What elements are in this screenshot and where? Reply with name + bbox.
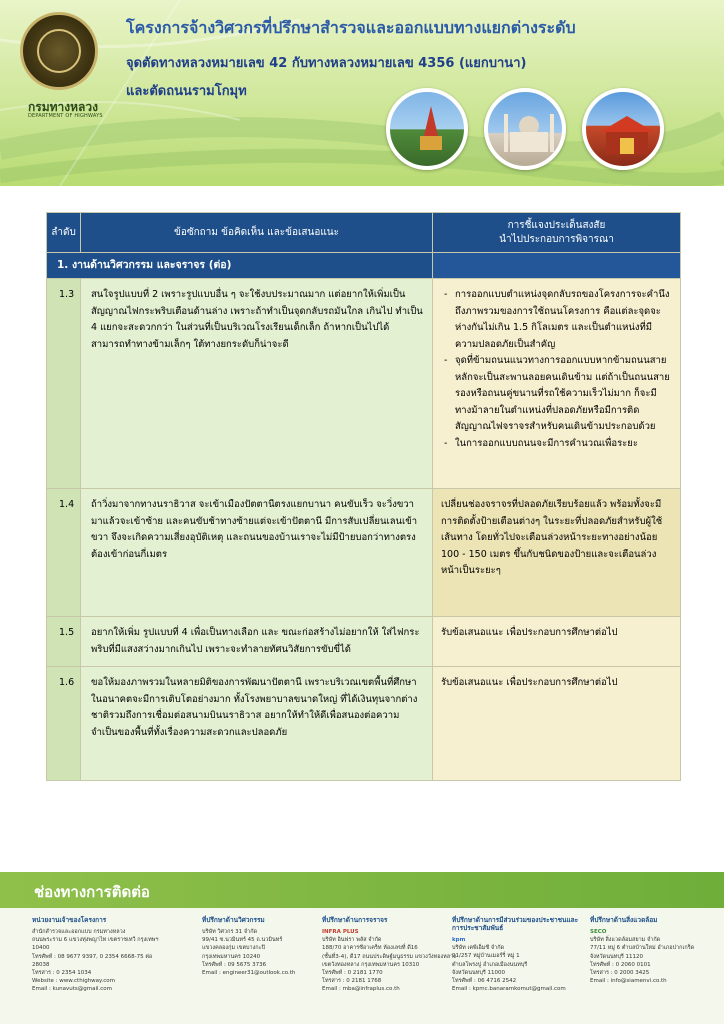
column-header-answer bbox=[433, 213, 681, 253]
column-header-question: ข้อซักถาม ข้อคิดเห็น และข้อเสนอแนะ bbox=[81, 213, 433, 253]
contact-line: โทรศัพท์ : 06 4716 2542 bbox=[452, 978, 517, 985]
contact-line: (ชั้นที่3-4), ดี17 ถนนประดิษฐ์มนูธรรม แขวงวังทองหลาง bbox=[322, 953, 456, 960]
contact-line: โทรสาร : 0 2354 1034 bbox=[32, 970, 92, 977]
brand-logo-text: kpm bbox=[452, 937, 466, 943]
contact-line: โทรสาร : 0 2181 1768 bbox=[322, 978, 382, 985]
department-name-thai: กรมทางหลวง bbox=[28, 100, 98, 114]
row-number: 1.4 bbox=[47, 489, 81, 617]
row-question: ถ้าวิ่งมาจากทางนราธิวาส จะเข้าเมืองปัตตานีตรงแยกบานา คนขับเร็ว จะวิ่งขวามาแล้วจะเข้าซ้าย และคนขับช้าทางซ้ายแต่จะเข้าปัตตานี มีการสับเปลี่ยนเลนเข้าขวา จึงจะเกิดความเสี่ยงอุบัติเหตุ และถนนของบ้านเราจะไม่มีป้ายบอกว่าทางตรงต้องเข้าก่อนกี่เมตร bbox=[81, 489, 433, 617]
contact-column-public-participation bbox=[452, 916, 588, 993]
contact-column-traffic bbox=[322, 916, 458, 994]
contact-column-engineering bbox=[202, 916, 338, 977]
contact-line: โทรศัพท์ : 09 5675 3736 bbox=[202, 961, 267, 968]
contact-heading: ที่ปรึกษาด้านสิ่งแวดล้อม bbox=[590, 916, 658, 924]
section-heading-blank bbox=[433, 253, 681, 279]
contact-line: Email : engineer31@outlook.co.th bbox=[202, 970, 296, 977]
contact-line: Email : info@siamenvi.co.th bbox=[590, 978, 667, 985]
row-question: ขอให้มองภาพรวมในหลายมิติของการพัฒนาปัตตานี เพราะบริเวณเขตพื้นที่ศึกษาในอนาคตจะมีการเติบโตอย่างมาก ทั้งโรงพยาบาลขนาดใหญ่ ที่ได้เงินทุนจากต่างชาติรวมถึงการเชื่อมต่อสนามบินนราธิวาส อยากให้ทำให้ดีเพื่อสนองต่อความจำเป็นของพื้นที่ทั้งเรื่องความสะดวกและปลอดภัย bbox=[81, 667, 433, 781]
department-name-english: DEPARTMENT OF HIGHWAYS bbox=[28, 113, 103, 119]
contact-heading: ที่ปรึกษาด้านการจราจร bbox=[322, 916, 388, 924]
column-header-answer-line-2: นำไปประกอบการพิจารณา bbox=[499, 233, 614, 245]
contact-line: เขตวังทองหลาง กรุงเทพมหานคร 10310 bbox=[322, 961, 420, 968]
contact-line: ถนนพระราม 6 แขวงทุ่งพญาไท เขตราชเทวี กรุงเทพฯ 10400 bbox=[32, 937, 159, 952]
column-header-answer-line-1: การชี้แจงประเด็นสงสัย bbox=[507, 219, 606, 231]
contact-line: โทรศัพท์ : 0 2181 1770 bbox=[322, 970, 383, 977]
contact-line: โทรสาร : 0 2000 3425 bbox=[590, 970, 650, 977]
contact-line: ตำบลโพรงปู อำเภอเมืองนนทบุรี bbox=[452, 961, 528, 968]
row-answer: รับข้อเสนอแนะ เพื่อประกอบการศึกษาต่อไป bbox=[433, 617, 681, 667]
project-title-line-2: จุดตัดทางหลวงหมายเลข 42 กับทางหลวงหมายเลข 4356 (แยกบานา) bbox=[126, 56, 527, 71]
contact-heading: ที่ปรึกษาด้านวิศวกรรม bbox=[202, 916, 265, 924]
temple-photo bbox=[386, 88, 468, 170]
contact-line: กรุงเทพมหานคร 10240 bbox=[202, 953, 261, 960]
table-row bbox=[47, 667, 681, 781]
contact-line: 99/41 ซ.นวมินทร์ 45 ถ.นวมินทร์ bbox=[202, 937, 283, 944]
feedback-table bbox=[46, 212, 681, 781]
row-number: 1.3 bbox=[47, 279, 81, 489]
contact-line: 77/11 หมู่ 6 ตำบลบ้านใหม่ อำเภอปากเกร็ด bbox=[590, 945, 695, 952]
contact-line: บริษัท สิ่งแวดล้อมสยาม จำกัด bbox=[590, 937, 661, 944]
contact-line: Email : kpmc.banaramkomut@gmail.com bbox=[452, 986, 566, 993]
contact-line: Email : kunavuts@gmail.com bbox=[32, 986, 112, 993]
contact-line: โทรศัพท์ : 08 9677 9397, 0 2354 6668-75 ต่อ 28038 bbox=[32, 953, 153, 968]
contact-heading: หน่วยงานเจ้าของโครงการ bbox=[32, 916, 107, 924]
page-header bbox=[0, 0, 724, 186]
department-seal-logo bbox=[20, 12, 98, 90]
contact-column-owner bbox=[32, 916, 168, 994]
contact-column-environment bbox=[590, 916, 724, 985]
project-title-line-3: และตัดถนนรามโกมุท bbox=[126, 84, 247, 99]
contact-line: แขวงคลองกุ่ม เขตบางกะปิ bbox=[202, 945, 266, 952]
answer-item: - ในการออกแบบถนนจะมีการคำนวณเพื่อระยะ bbox=[441, 436, 672, 453]
row-question: อยากให้เพิ่ม รูปแบบที่ 4 เพื่อเป็นทางเลือก และ ขณะก่อสร้างไม่อยากให้ ใส่ไฟกระพริบที่มีแสงสว่างมากเกินไป เพราะจะทำลายทัศนวิสัยการขับขี่ได้ bbox=[81, 617, 433, 667]
shrine-photo bbox=[582, 88, 664, 170]
table-row bbox=[47, 279, 681, 489]
row-question: สนใจรูปแบบที่ 2 เพราะรูปแบบอื่น ๆ จะใช้งบประมาณมาก แต่อยากให้เพิ่มเป็นสัญญาณไฟกระพริบเตือนด้านล่าง เพราะถ้าทำเป็นจุดกลับรถมันใกล เกินไป ทำเป็น 4 แยกจะสะดวกกว่า ในส่วนที่เป็นบริเวณโรงเรียนเด็กเล็ก ถ้าหากเป็นไปได้ สามารถทำทางข้ามเล็กๆ ใต้ทางยกระดับก็น่าจะดี bbox=[81, 279, 433, 489]
contact-line: Email : mba@infraplus.co.th bbox=[322, 986, 400, 993]
table-row bbox=[47, 489, 681, 617]
contact-line: บริษัท เคพีเอ็มซี จำกัด bbox=[452, 945, 505, 952]
row-number: 1.5 bbox=[47, 617, 81, 667]
table-row bbox=[47, 617, 681, 667]
contact-line: 188/70 อาคารซีอาเคร็ท ห้องเลขที่ ดี16 bbox=[322, 945, 418, 952]
contact-line: 91/257 หมู่บ้านเมอร์รี่ หมู่ 1 bbox=[452, 953, 520, 960]
section-heading: 1. งานด้านวิศวกรรม และจราจร (ต่อ) bbox=[47, 253, 433, 279]
row-answer: เปลี่ยนช่องจราจรที่ปลอดภัยเรียบร้อยแล้ว พร้อมทั้งจะมีการติดตั้งป้ายเตือนต่างๆ ในระยะที่ปลอดภัยสำหรับผู้ใช้เส้นทาง โดยทั่วไปจะเตือนล่วงหน้าระยะทางอย่างน้อย 100 - 150 เมตร ขึ้นกับชนิดของป้ายและจะเตือนล่วงหน้าเป็นระยะๆ bbox=[433, 489, 681, 617]
mosque-photo bbox=[484, 88, 566, 170]
column-header-number: ลำดับ bbox=[47, 213, 81, 253]
contact-title: ช่องทางการติดต่อ bbox=[34, 883, 150, 901]
contact-line: จังหวัดนนทบุรี 11120 bbox=[590, 953, 644, 960]
contact-line: Website : www.cthighway.com bbox=[32, 978, 116, 985]
project-title-line-1: โครงการจ้างวิศวกรที่ปรึกษาสำรวจและออกแบบทางแยกต่างระดับ bbox=[126, 18, 576, 37]
contact-line: จังหวัดนนทบุรี 11000 bbox=[452, 969, 506, 976]
contact-line: บริษัท วิศวกร 31 จำกัด bbox=[202, 929, 258, 935]
row-answer bbox=[433, 279, 681, 489]
answer-item: - จุดที่ข้ามถนนแนวทางการออกแบบหากข้ามถนนสายหลักจะเป็นสะพานลอยคนเดินข้าม แต่ถ้าเป็นถนนสายรองหรือถนนคู่ขนานที่รถใช้ความเร็วไม่มาก ก็จะมีทางม้าลายในตำแหน่งที่ปลอดภัยหรือมีการติดสัญญาณไฟจราจรสำหรับคนเดินข้ามประกอบด้วย bbox=[441, 353, 672, 436]
contact-line: บริษัท อินฟรา พลัส จำกัด bbox=[322, 937, 382, 944]
contact-line: โทรศัพท์ : 0 2060 0101 bbox=[590, 961, 651, 968]
brand-logo-text: INFRA PLUS bbox=[322, 929, 359, 935]
row-answer: รับข้อเสนอแนะ เพื่อประกอบการศึกษาต่อไป bbox=[433, 667, 681, 781]
row-number: 1.6 bbox=[47, 667, 81, 781]
contact-heading: ที่ปรึกษาด้านการมีส่วนร่วมของประชาชนและการประชาสัมพันธ์ bbox=[452, 916, 579, 932]
answer-item: - การออกแบบตำแหน่งจุดกลับรถของโครงการจะคำนึงถึงภาพรวมของการใช้ถนนโครงการ คือแต่ละจุดจะห่างกันไม่เกิน 1.5 กิโลเมตร และเป็นตำแหน่งที่มีความปลอดภัยเป็นสำคัญ bbox=[441, 287, 672, 353]
brand-logo-text: SECO bbox=[590, 929, 607, 935]
contact-line: สำนักสำรวจและออกแบบ กรมทางหลวง bbox=[32, 929, 126, 935]
